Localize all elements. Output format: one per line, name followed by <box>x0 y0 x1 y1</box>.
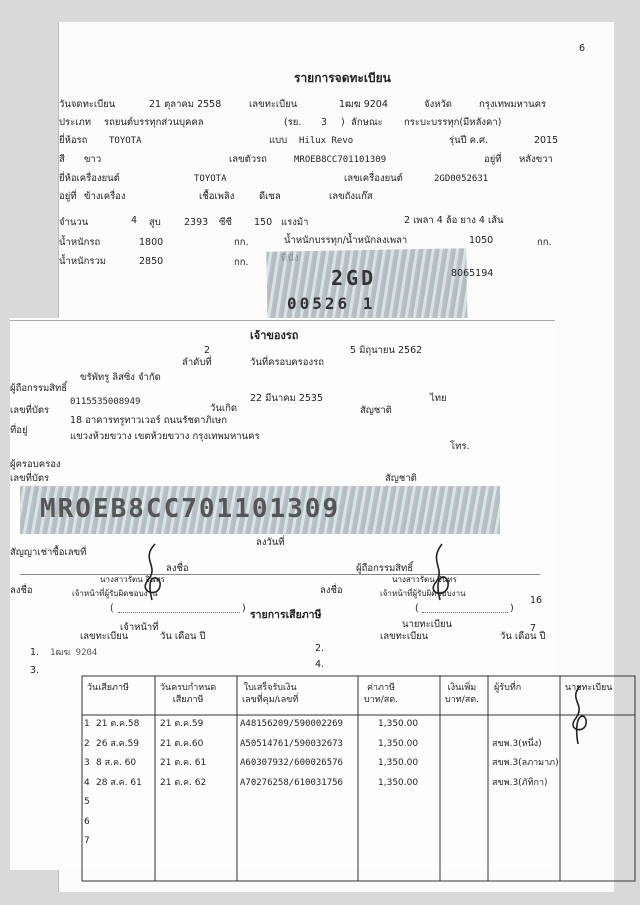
tax-col-header: วันครบกำหนด เสียภาษี <box>160 683 217 705</box>
chassis-loc: หลังขวา <box>519 154 553 165</box>
owner-name-label: ผู้ถือกรรมสิทธิ์ <box>10 383 68 394</box>
tax-col-header: นายทะเบียน <box>565 683 613 693</box>
year-value: 2015 <box>534 135 559 146</box>
tax-cell-amt: 1,350.00 <box>378 738 419 749</box>
stamp-code: 2GD <box>331 266 377 290</box>
reg-date: 21 ตุลาคม 2558 <box>149 99 222 110</box>
paren-left: ( <box>110 603 114 614</box>
plate-label: เลขทะเบียน <box>249 99 298 110</box>
owner-name: ขรัพัทรู ลิสซิ่ง จำกัด <box>80 372 161 383</box>
tax-col-header: ค่าภาษี บาท/สต. <box>364 683 398 705</box>
signature-tax <box>550 680 613 750</box>
style-value: กระบะบรรทุก(มีหลังคา) <box>404 117 502 128</box>
tax-row-4: 4. <box>315 659 325 670</box>
officer-left: เจ้าหน้าที่ผู้รับผิดชอบงาน <box>72 589 158 598</box>
load-value: 1050 <box>469 235 494 246</box>
style-label: ลักษณะ <box>351 117 383 128</box>
plate-value: 1ฒฆ 9204 <box>339 99 388 110</box>
vin-stamp-text: MROEB8CC701101309 <box>40 494 341 524</box>
paren-right: ( <box>415 603 419 614</box>
tax-col-header: วันเสียภาษี <box>87 683 129 693</box>
tax-day-label: วัน เดือน ปี <box>160 631 206 642</box>
nation-label: สัญชาติ <box>360 405 392 416</box>
sign-label-left: ลงชื่อ <box>10 585 33 596</box>
birth-label: วันเกิด <box>210 403 237 414</box>
tax-cell-due: 21 ต.ค. 62 <box>160 777 207 788</box>
hp-value: 150 <box>254 217 273 228</box>
tax-cell-paid: 8 ส.ค. 60 <box>96 758 137 768</box>
load-label: น้ำหนักบรรทุก/น้ำหนักลงเพลา <box>284 235 408 246</box>
tax-cell-receipt: A50514761/590032673 <box>240 738 343 749</box>
tax-cell-n: 2 <box>84 738 90 749</box>
gross-label: น้ำหนักรวม <box>59 256 107 267</box>
type-value: รถยนต์บรรทุกส่วนบุคคล <box>104 117 204 128</box>
cc-value: 2393 <box>184 217 209 228</box>
chassis-value: MROEB8CC701101309 <box>294 155 387 165</box>
owner-date: 5 มิถุนายน 2562 <box>350 345 423 356</box>
addr-label: ที่อยู่ <box>10 425 28 436</box>
tax-cell-paid: 28 ส.ค. 61 <box>96 777 142 788</box>
paren-left-close: ) <box>242 603 246 614</box>
tax-officer-label: เจ้าหน้าที่ <box>120 622 159 633</box>
reg-date-label: วันจดทะเบียน <box>59 99 116 110</box>
tax-plate-label: เลขทะเบียน <box>80 631 129 642</box>
tax-cell-due: 21 ต.ค.59 <box>160 719 204 729</box>
province-value: กรุงเทพมหานคร <box>479 99 547 110</box>
weight-label: น้ำหนักรถ <box>59 237 101 248</box>
sign-label: ลงชื่อ <box>166 563 189 574</box>
addr-line2: แขวงห้วยขวาง เขตห้วยขวาง กรุงเทพมหานคร <box>70 431 260 442</box>
tax-cell-due: 21 ต.ค.60 <box>160 738 204 749</box>
fuel-value: ดีเซล <box>259 191 281 202</box>
tax-cell-amt: 1,350.00 <box>378 758 419 768</box>
engine-brand-value: TOYOTA <box>194 174 227 184</box>
code-close: ) <box>341 117 345 128</box>
ref-number: 8065194 <box>451 268 494 279</box>
tax-heading: รายการเสียภาษี <box>250 609 322 621</box>
tax-cell-amt: 1,350.00 <box>378 777 419 788</box>
cyl-value: 4 <box>131 215 138 226</box>
gross-unit: กก. <box>234 257 249 268</box>
tax-cell-receipt: A60307932/600026576 <box>240 758 343 768</box>
signer-name-left: นางสาวรัตน จินทร <box>100 575 165 584</box>
paren-right-close: ) <box>510 603 514 614</box>
load-unit: กก. <box>537 237 552 248</box>
tax-cell-recv: สขพ.3(ลภามาภ) <box>492 758 559 768</box>
weight-value: 1800 <box>139 237 164 248</box>
possessor-id-label: เลขที่บัตร <box>10 473 50 484</box>
engine-no-label: เลขเครื่องยนต์ <box>344 173 403 184</box>
owner-id: 0115535008949 <box>70 397 141 407</box>
tax-registrar-label: นายทะเบียน <box>402 619 453 630</box>
code-value: 3 <box>321 117 328 128</box>
tax-cell-n: 5 <box>84 797 90 807</box>
engine-loc-label: อยู่ที่ <box>59 191 77 202</box>
stamp-code2: 00526 1 <box>287 294 376 313</box>
tax-cell-n: 1 <box>84 719 90 729</box>
tax-row-2: 2. <box>315 643 325 654</box>
sign-owner-label: ผู้ถือกรรมสิทธิ์ <box>356 563 414 574</box>
contract-label: สัญญาเช่าซื้อเลขที่ <box>10 547 87 558</box>
officer-right: เจ้าหน้าที่ผู้รับผิดชอบงาน <box>380 589 466 598</box>
tax-col-header: ผู้รับที่ก <box>494 683 522 693</box>
possessor-label: ผู้ครอบครอง <box>10 459 61 470</box>
brand-label: ยี่ห้อรถ <box>59 135 88 146</box>
birth-value: 22 มีนาคม 2535 <box>250 393 324 404</box>
count-label: จำนวน <box>59 217 89 228</box>
tax-cell-due: 21 ต.ค. 61 <box>160 758 207 768</box>
cyl-unit: สูบ <box>149 217 161 228</box>
seq-value: 2 <box>204 345 211 356</box>
tax-cell-n: 3 <box>84 758 90 768</box>
tax-cell-paid: 26 ส.ค.59 <box>96 738 140 749</box>
weight-unit: กก. <box>234 237 249 248</box>
color-label: สี <box>59 154 65 165</box>
owner-date-label: วันที่ครอบครองรถ <box>250 357 324 368</box>
tax-cell-paid: 21 ต.ค.58 <box>96 719 140 729</box>
model-value: Hilux Revo <box>299 136 354 146</box>
province-label: จังหวัด <box>424 99 452 110</box>
engine-brand-label: ยี่ห้อเครื่องยนต์ <box>59 173 120 184</box>
year-label: รุ่นปี ค.ศ. <box>449 135 489 146</box>
chassis-loc-label: อยู่ที่ <box>484 154 502 165</box>
possessor-nation-label: สัญชาติ <box>385 473 417 484</box>
engine-loc: ข้างเครื่อง <box>84 191 126 202</box>
axle-value: 2 เพลา 4 ล้อ ยาง 4 เส้น <box>404 215 504 226</box>
cc-unit: ซีซี <box>219 217 232 228</box>
tax-col-header: เงินเพิ่ม บาท/สต. <box>445 683 479 705</box>
sign-label-right: ลงชื่อ <box>320 585 343 596</box>
tax-cell-receipt: A48156209/590002269 <box>240 719 343 729</box>
tax-cell-n: 4 <box>84 777 90 788</box>
tax-row-1-value: 1ฒฆ 9204 <box>50 648 98 658</box>
signer-name-right: นางสาวรัตน จินทร <box>392 575 457 584</box>
owner-id-label: เลขที่บัตร <box>10 405 50 416</box>
contract-date-label: ลงวันที่ <box>256 537 285 548</box>
tax-row-3: 3. <box>30 665 40 676</box>
gas-label: เลขถังแก๊ส <box>329 191 373 202</box>
tel-label: โทร. <box>450 441 470 452</box>
tax-cell-recv: สขพ.3(ภัทิกา) <box>492 777 548 788</box>
gross-value: 2850 <box>139 256 164 267</box>
tax-ref: 7 <box>530 623 537 634</box>
tax-cell-n: 6 <box>84 816 90 827</box>
page-number: 6 <box>579 43 586 54</box>
owner-heading: เจ้าของรถ <box>250 329 299 342</box>
engine-no-value: 2GD0052631 <box>434 174 489 184</box>
addr-line1: 18 อาคารทรูทาวเวอร์ ถนนรัชดาภิเษก <box>70 415 227 426</box>
seq-label: ลำดับที่ <box>182 357 212 368</box>
tax-cell-receipt: A70276258/610031756 <box>240 777 343 788</box>
tax-cell-n: 7 <box>84 836 90 846</box>
chassis-label: เลขตัวรถ <box>229 154 267 165</box>
tax-cell-amt: 1,350.00 <box>378 719 419 729</box>
tax-col-header: ใบเสร็จรับเงิน เลขที่คุม/เลขที่ <box>242 683 299 705</box>
model-label: แบบ <box>269 135 288 146</box>
brand-value: TOYOTA <box>109 136 142 146</box>
type-label: ประเภท <box>59 117 92 128</box>
page-ref-16: 16 <box>530 595 543 606</box>
fuel-label: เชื้อเพลิง <box>199 191 235 202</box>
tax-day-label-2: วัน เดือน ปี <box>500 631 546 642</box>
tax-row-1: 1. <box>30 647 40 658</box>
hp-unit: แรงม้า <box>281 217 309 228</box>
nation-value: ไทย <box>430 393 447 404</box>
tax-cell-recv: สขพ.3(หนึ่ง) <box>492 738 542 749</box>
color-value: ขาว <box>84 154 102 165</box>
code-label: (รย. <box>284 117 302 128</box>
tax-plate-label-2: เลขทะเบียน <box>380 631 429 642</box>
page-title: รายการจดทะเบียน <box>294 71 391 85</box>
